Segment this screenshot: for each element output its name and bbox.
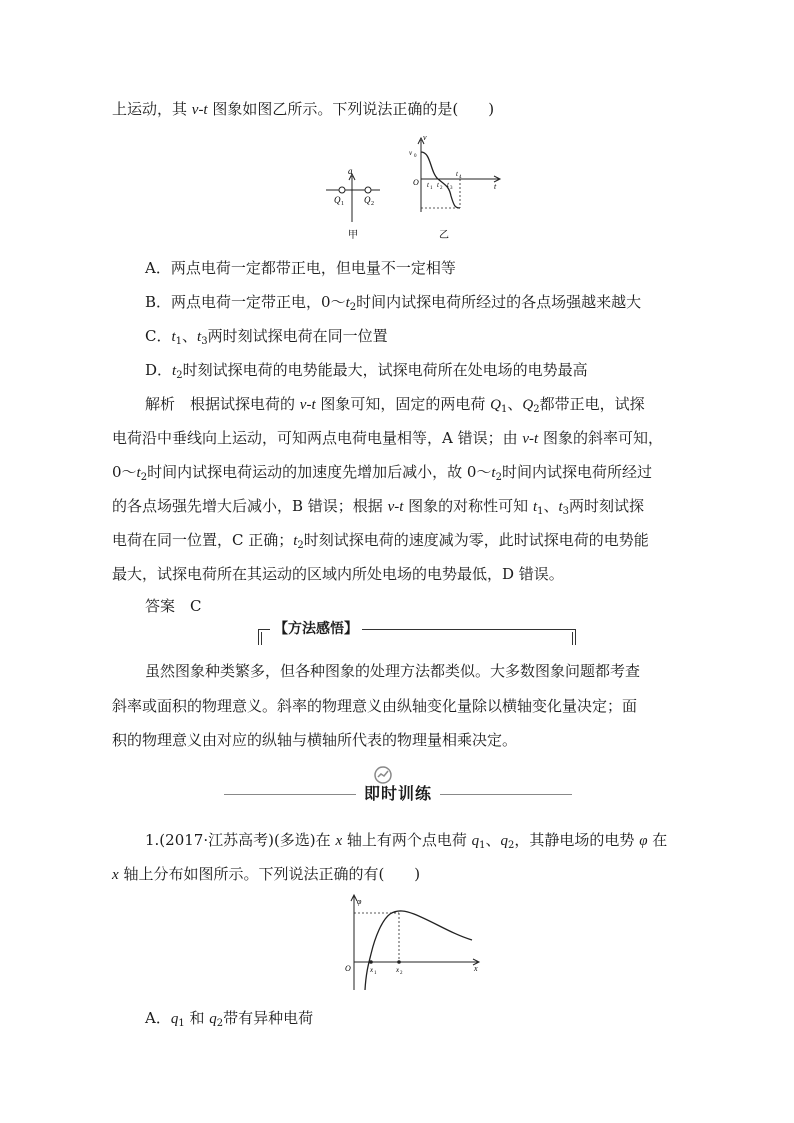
analysis-line-2: 电荷沿中垂线向上运动，可知两点电荷电量相等，A 错误；由 v-t 图象的斜率可知，	[112, 429, 663, 447]
option-d: D．$t_2$时刻试探电荷的电势能最大，试探电荷所在处电场的电势最高	[145, 361, 588, 381]
q1-line-1: 1.(2017·江苏高考)(多选)在 x 轴上有两个点电荷 $q_1$、$q_2$，其静电场的电势 φ 在	[145, 831, 668, 851]
t2-label: t	[437, 181, 439, 189]
x1-label: x	[370, 966, 374, 974]
training-badge-icon	[373, 765, 393, 785]
option-c: C．$t_1$、$t_3$两时刻试探电荷在同一位置	[145, 327, 388, 347]
training-rule-right	[440, 794, 572, 795]
answer-value: C	[190, 597, 202, 615]
figure-phi	[342, 892, 484, 992]
t1-label: t	[427, 181, 429, 189]
question-intro: 上运动，其 v-t 图象如图乙所示。下列说法正确的是( )	[112, 100, 495, 118]
q1-line-2: x 轴上分布如图所示。下列说法正确的有( )	[112, 865, 421, 883]
analysis-line-6: 最大，试探电荷所在其运动的区域内所处电场的电势最低，D 错误。	[112, 565, 564, 583]
origin-label: O	[413, 178, 419, 187]
t4-label: t	[456, 170, 458, 178]
svg-text:2: 2	[400, 971, 403, 976]
caption-jia: 甲	[348, 230, 358, 241]
t-axis-label: t	[494, 182, 497, 191]
analysis-line-3: $0\sim t_2$时间内试探电荷运动的加速度先增加后减小，故 $0\sim t_2$时间内试探电荷所经过	[112, 463, 652, 483]
caption-yi: 乙	[439, 230, 449, 241]
analysis-label: 解析	[145, 395, 176, 413]
v-axis-label: v	[423, 133, 427, 142]
phi-axis-label: φ	[357, 897, 362, 906]
analysis-line-4: 的各点场强先增大后减小，B 错误；根据 v-t 图象的对称性可知 $t_1$、$t_3$两时刻试探	[112, 497, 645, 517]
option-b: B．两点电荷一定带正电，$0\sim t_2$时间内试探电荷所经过的各点场强越来越大	[145, 293, 642, 313]
svg-text:2: 2	[440, 186, 443, 191]
figure-jia	[318, 160, 388, 242]
svg-text:1: 1	[341, 201, 344, 207]
svg-text:3: 3	[450, 186, 453, 191]
origin-label-phi: O	[345, 964, 351, 973]
answer	[145, 596, 202, 616]
figure-yi	[405, 132, 507, 242]
x-axis-label: x	[474, 964, 478, 973]
svg-text:1: 1	[374, 971, 377, 976]
q1-label: Q	[334, 195, 341, 205]
method-line-3: 积的物理意义由对应的纵轴与横轴所代表的物理量相乘决定。	[112, 731, 518, 749]
analysis-line-5: 电荷在同一位置，C 正确；$t_2$时刻试探电荷的速度减为零，此时试探电荷的电势能	[112, 531, 649, 551]
training-title: 即时训练	[364, 784, 433, 803]
x2-label: x	[396, 966, 400, 974]
method-header	[258, 623, 576, 647]
axis-a-label: a	[348, 166, 353, 176]
training-rule-left	[224, 794, 356, 795]
method-line-2: 斜率或面积的物理意义。斜率的物理意义由纵轴变化量除以横轴变化量决定；面	[112, 697, 638, 715]
option-a: A．两点电荷一定都带正电，但电量不一定相等	[145, 259, 456, 277]
svg-text:2: 2	[371, 201, 374, 207]
answer-label: 答案	[145, 597, 176, 615]
v0-label: v	[409, 149, 413, 157]
t3-label: t	[447, 181, 449, 189]
svg-text:0: 0	[414, 154, 417, 159]
method-title: 【方法感悟】	[270, 620, 362, 638]
method-line-1: 虽然图象种类繁多，但各种图象的处理方法都类似。大多数图象问题都考查	[145, 662, 641, 680]
q1-option-a: A．$q_1$ 和 $q_2$带有异种电荷	[145, 1009, 314, 1029]
q2-label: Q	[364, 195, 371, 205]
svg-text:4: 4	[459, 175, 462, 180]
analysis-line-1: 解析 根据试探电荷的 v-t 图象可知，固定的两电荷 $Q_1$、$Q_2$都带正电，试探	[145, 395, 645, 415]
svg-text:1: 1	[430, 186, 433, 191]
